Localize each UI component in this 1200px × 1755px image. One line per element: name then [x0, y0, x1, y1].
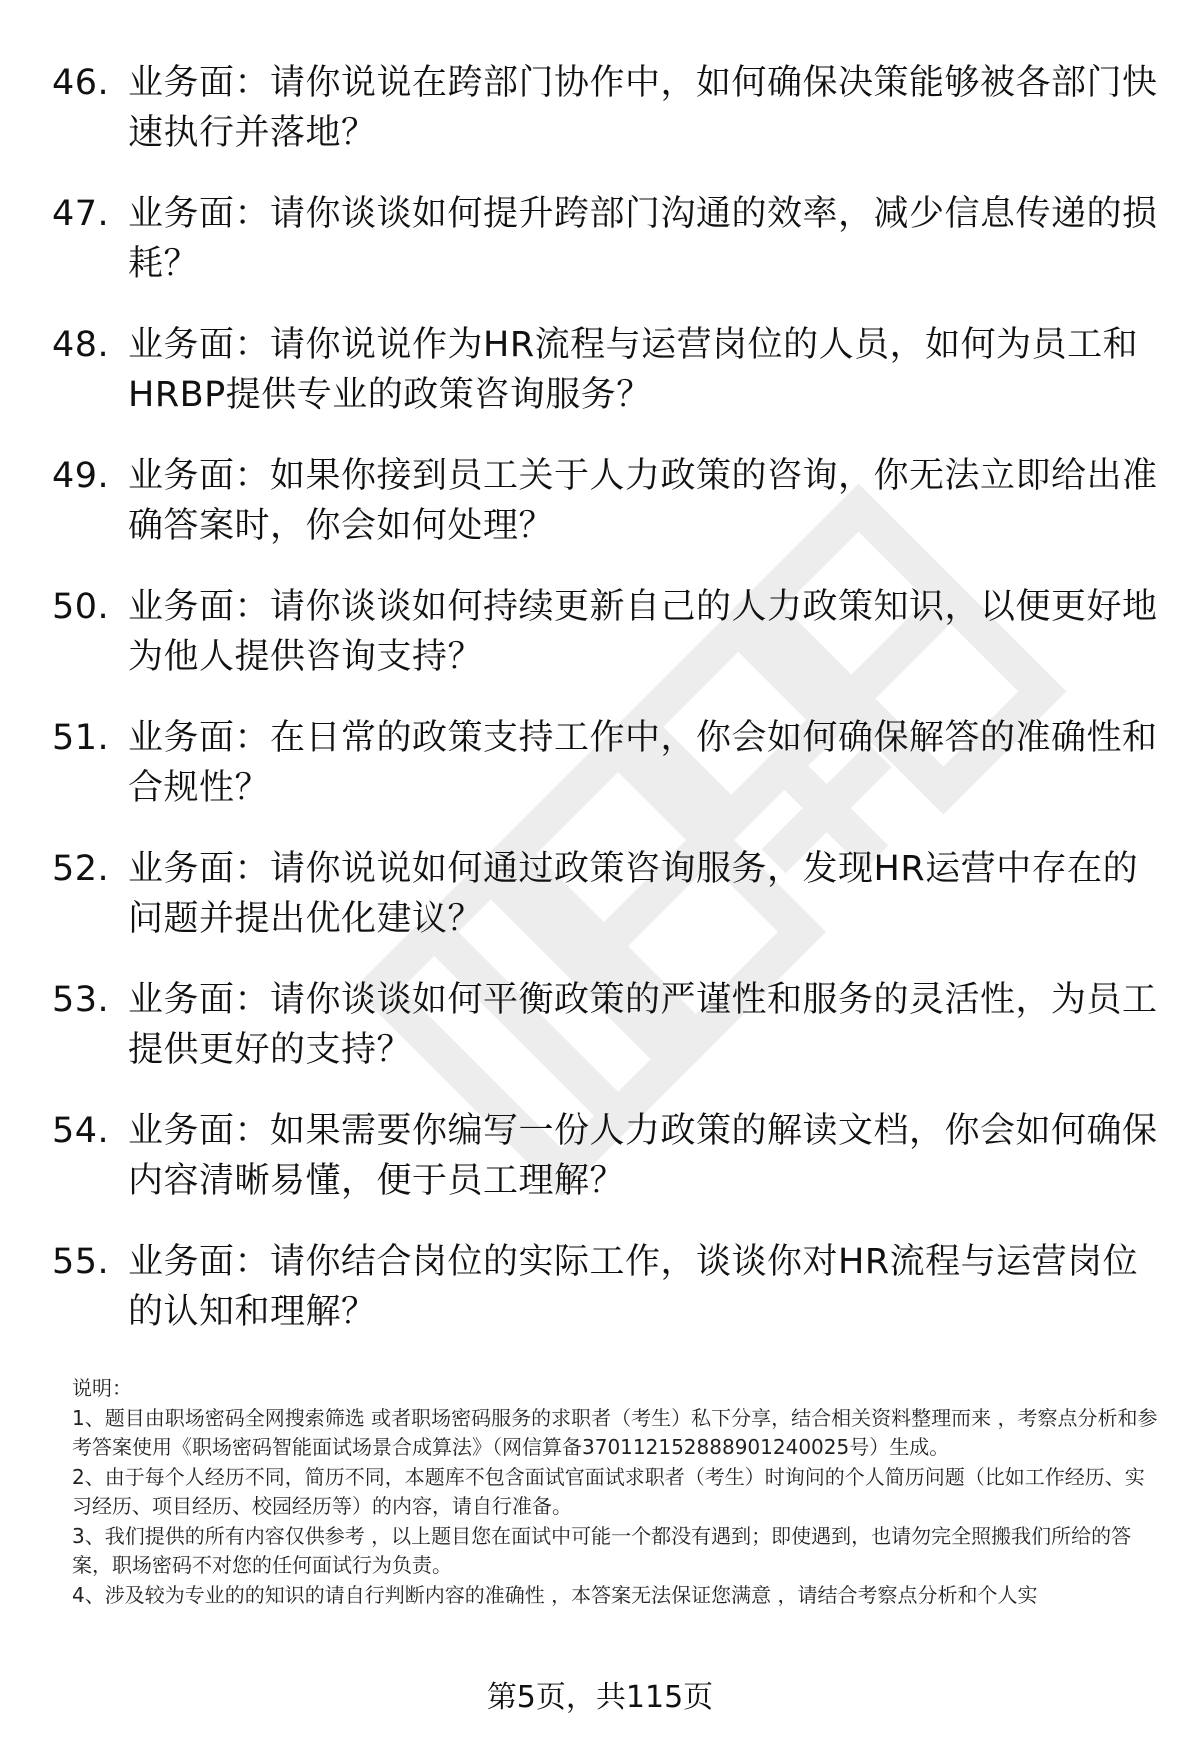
question-tag: 业务面：: [128, 1242, 271, 1282]
question-body: [128, 58, 1162, 158]
question-tag: 业务面：: [128, 718, 271, 758]
question-tag: 业务面：: [128, 849, 271, 889]
note-item: 2、由于每个人经历不同，简历不同，本题库不包含面试官面试求职者（考生）时询问的个人简历问题（比如工作经历、实习经历、项目经历、校园经历等）的内容，请自行准备。: [72, 1464, 1145, 1518]
question-number: 48.: [52, 325, 110, 365]
question-item: [52, 582, 1162, 713]
question-number: 54.: [52, 1111, 110, 1151]
note-item: 1、题目由职场密码全网搜索筛选 或者职场密码服务的求职者（考生）私下分享，结合相关资料整理而来 ，考察点分析和参考答案使用《职场密码智能面试场景合成算法》（网信算备370112152888901240025号）生成。: [72, 1405, 1158, 1459]
question-tag: 业务面：: [128, 194, 271, 234]
question-number: 51.: [52, 718, 110, 758]
question-tag: 业务面：: [128, 63, 271, 103]
question-item: [52, 713, 1162, 844]
question-body: [128, 189, 1162, 289]
question-item: [52, 844, 1162, 975]
question-item: [52, 975, 1162, 1106]
question-body: [128, 844, 1162, 944]
question-text: 请你说说在跨部门协作中，如何确保决策能够被各部门快速执行并落地？: [128, 63, 1158, 153]
question-list: [52, 58, 1162, 1368]
question-text: 请你说说作为HR流程与运营岗位的人员，如何为员工和HRBP提供专业的政策咨询服务？: [128, 325, 1139, 415]
question-item: [52, 1237, 1162, 1368]
question-number: 46.: [52, 63, 110, 103]
question-tag: 业务面：: [128, 456, 271, 496]
question-body: [128, 975, 1162, 1075]
question-text: 如果需要你编写一份人力政策的解读文档，你会如何确保内容清晰易懂，便于员工理解？: [128, 1111, 1158, 1201]
question-number: 50.: [52, 587, 110, 627]
question-text: 请你说说如何通过政策咨询服务，发现HR运营中存在的问题并提出优化建议？: [128, 849, 1139, 939]
question-text: 在日常的政策支持工作中，你会如何确保解答的准确性和合规性？: [128, 718, 1158, 808]
question-tag: 业务面：: [128, 1111, 271, 1151]
notes-heading: 说明：: [72, 1376, 132, 1400]
question-body: [128, 1237, 1162, 1337]
question-body: [128, 1106, 1162, 1206]
note-item: 3、我们提供的所有内容仅供参考 ，以上题目您在面试中可能一个都没有遇到；即使遇到，也请勿完全照搬我们所给的答案，职场密码不对您的任何面试行为负责。: [72, 1523, 1132, 1577]
question-tag: 业务面：: [128, 587, 271, 627]
page-number: 第5页，共115页: [486, 1680, 714, 1715]
question-item: [52, 58, 1162, 189]
question-tag: 业务面：: [128, 325, 271, 365]
question-text: 请你结合岗位的实际工作，谈谈你对HR流程与运营岗位的认知和理解？: [128, 1242, 1139, 1332]
question-item: [52, 189, 1162, 320]
question-number: 52.: [52, 849, 110, 889]
question-item: [52, 1106, 1162, 1237]
question-item: [52, 320, 1162, 451]
question-number: 55.: [52, 1242, 110, 1282]
question-number: 49.: [52, 456, 110, 496]
question-body: [128, 713, 1162, 813]
question-text: 请你谈谈如何平衡政策的严谨性和服务的灵活性，为员工提供更好的支持？: [128, 980, 1158, 1070]
question-number: 53.: [52, 980, 110, 1020]
question-tag: 业务面：: [128, 980, 271, 1020]
question-number: 47.: [52, 194, 110, 234]
question-body: [128, 582, 1162, 682]
note-item: 4、涉及较为专业的的知识的请自行判断内容的准确性 ，本答案无法保证您满意 ，请结合考察点分析和个人实: [72, 1582, 1038, 1607]
watermark-text: 职场密码: [708, 840, 712, 841]
question-text: 如果你接到员工关于人力政策的咨询，你无法立即给出准确答案时，你会如何处理？: [128, 456, 1158, 546]
question-text: 请你谈谈如何提升跨部门沟通的效率，减少信息传递的损耗？: [128, 194, 1158, 284]
question-body: [128, 320, 1162, 420]
question-body: [128, 451, 1162, 551]
question-text: 请你谈谈如何持续更新自己的人力政策知识，以便更好地为他人提供咨询支持？: [128, 587, 1158, 677]
question-item: [52, 451, 1162, 582]
notes-section: [72, 1374, 1162, 1610]
